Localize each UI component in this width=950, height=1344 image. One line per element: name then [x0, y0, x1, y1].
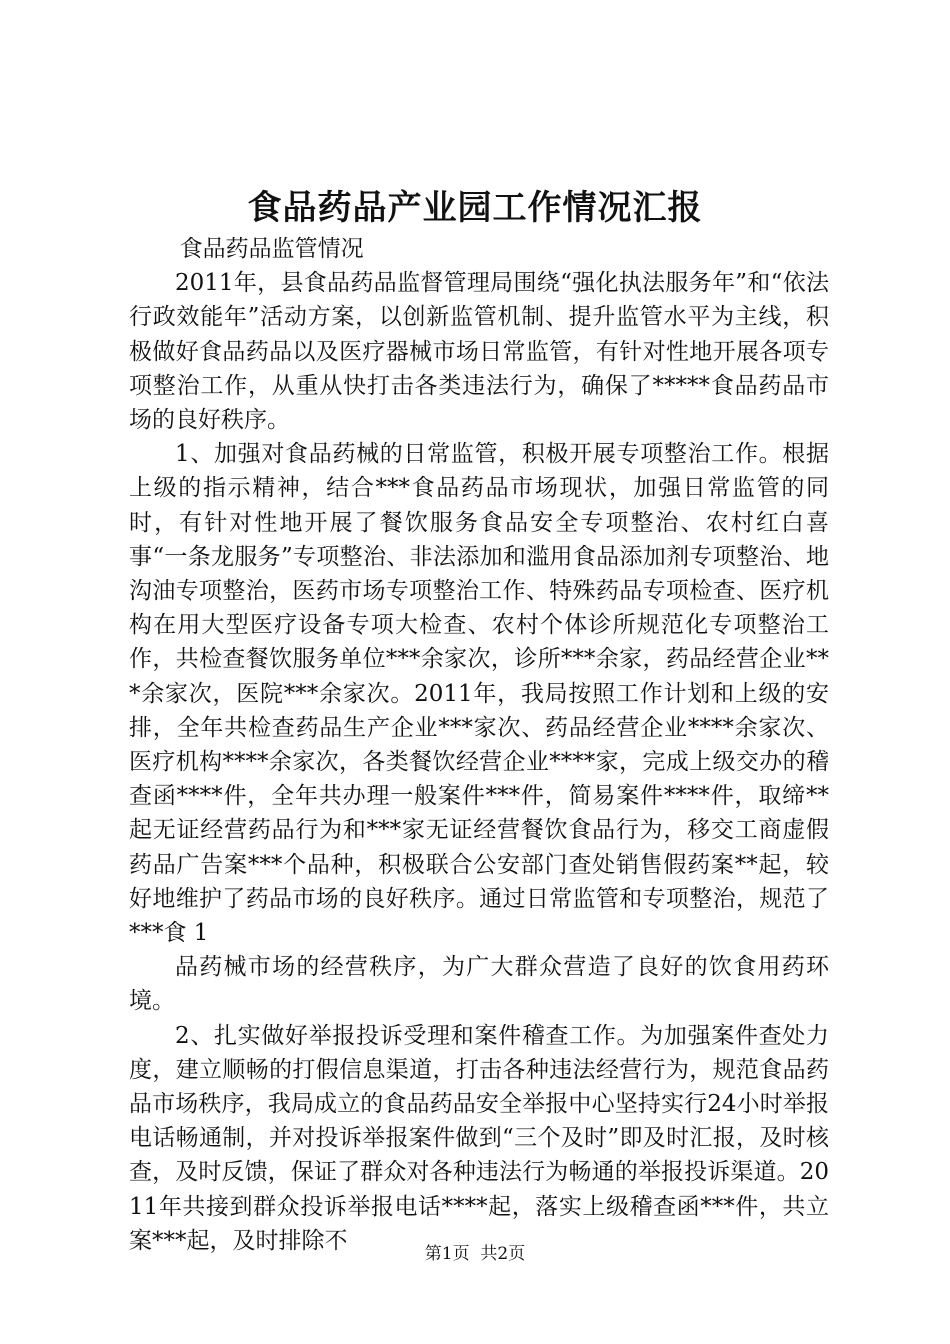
page-footer: [0, 1242, 950, 1266]
page-number: 第1页 共2页: [424, 1244, 526, 1264]
paragraph-item-2: 2、扎实做好举报投诉受理和案件稽查工作。为加强案件查处力度，建立顺畅的打假信息渠道，打击各种违法经营行为，规范食品药品市场秩序，我局成立的食品药品安全举报中心坚持实行24小时举报电话畅通制，并对投诉举报案件做到“三个及时”即及时汇报，及时核查，及时反馈，保证了群众对各种违法行为畅通的举报投诉渠道。2011年共接到群众投诉举报电话****起，落实上级稽查函***件，共立案***起，及时排除不: [129, 1022, 829, 1254]
document-title: 食品药品产业园工作情况汇报: [247, 188, 703, 228]
paragraph-item-1: 1、加强对食品药械的日常监管，积极开展专项整治工作。根据上级的指示精神，结合***食品药品市场现状，加强日常监管的同时，有针对性地开展了餐饮服务食品安全专项整治、农村红白喜事“一条龙服务”专项整治、非法添加和滥用食品添加剂专项整治、地沟油专项整治，医药市场专项整治工作、特殊药品专项检查、医疗机构在用大型医疗设备专项大检查、农村个体诊所规范化专项整治工作，共检查餐饮服务单位***余家次，诊所***余家，药品经营企业***余家次，医院***余家次。2011年，我局按照工作计划和上级的安排，全年共检查药品生产企业***家次、药品经营企业****余家次、医疗机构****余家次，各类餐饮经营企业****家，完成上级交办的稽查函****件，全年共办理一般案件***件，简易案件****件，取缔**起无证经营药品行为和***家无证经营餐饮食品行为，移交工商虚假药品广告案***个品种，积极联合公安部门查处销售假药案**起，较好地维护了药品市场的良好秩序。通过日常监管和专项整治，规范了***食 1: [129, 441, 829, 947]
paragraph-intro: 2011年，县食品药品监督管理局围绕“强化执法服务年”和“依法行政效能年”活动方案，以创新监管机制、提升监管水平为主线，积极做好食品药品以及医疗器械市场日常监管，有针对性地开展各项专项整治工作，从重从快打击各类违法行为，确保了*****食品药品市场的良好秩序。: [129, 270, 829, 434]
section-heading: 食品药品监管情况: [179, 236, 364, 262]
document-body: [129, 232, 829, 1258]
paragraph-continuation: 品药械市场的经营秩序，为广大群众营造了良好的饮食用药环境。: [129, 954, 829, 1015]
